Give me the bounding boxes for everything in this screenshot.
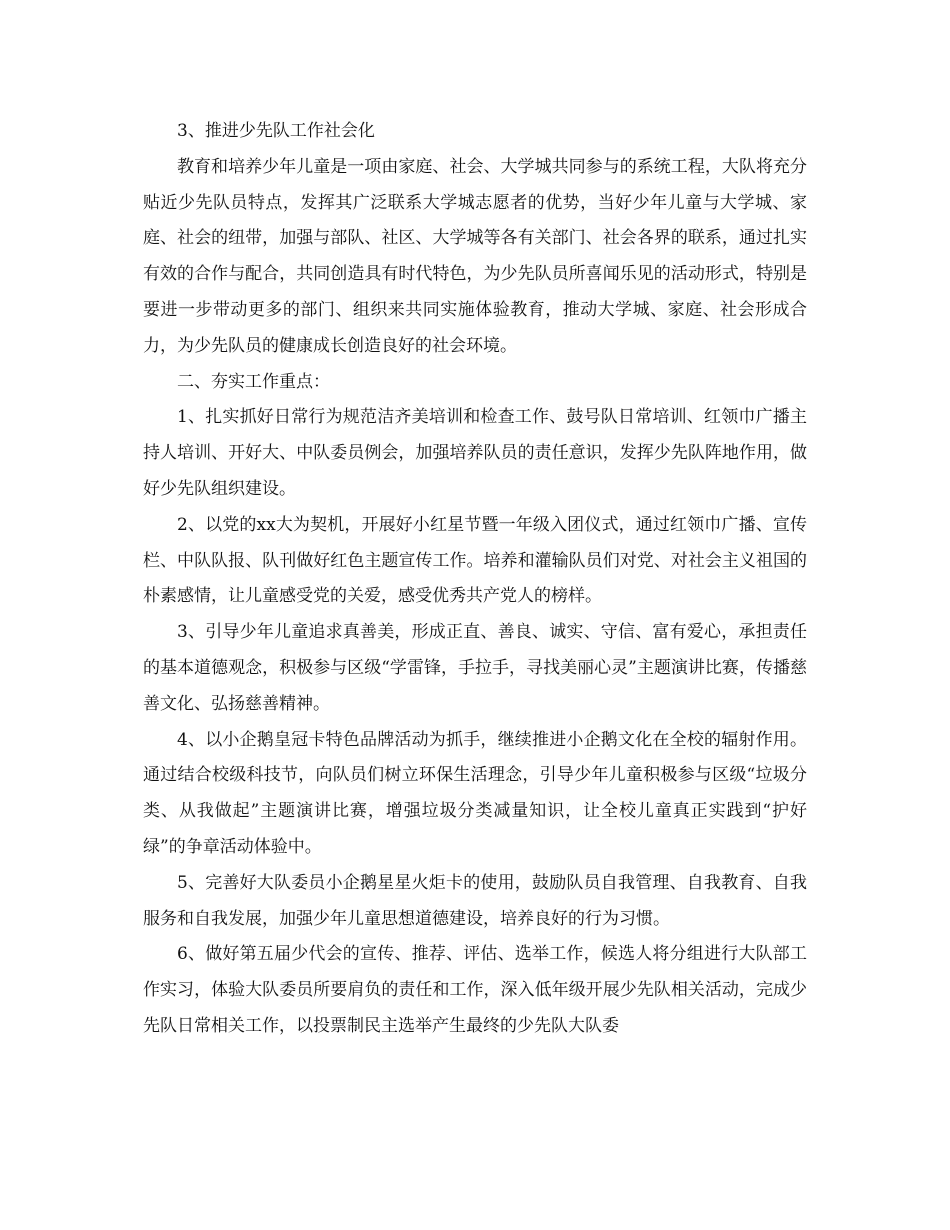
paragraph-socialization-body: 教育和培养少年儿童是一项由家庭、社会、大学城共同参与的系统工程，大队将充分贴近少先队员特点，发挥其广泛联系大学城志愿者的优势，当好少年儿童与大学城、家庭、社会的纽带，加强与部队、社区、大学城等各有关部门、社会各界的联系，通过扎实有效的合作与配合，共同创造具有时代特色，为少先队员所喜闻乐见的活动形式，特别是要进一步带动更多的部门、组织来共同实施体验教育，推动大学城、家庭、社会形成合力，为少先队员的健康成长创造良好的社会环境。 — [143, 156, 807, 356]
paragraph-item-1: 1、扎实抓好日常行为规范洁齐美培训和检查工作、鼓号队日常培训、红领巾广播主持人培训、开好大、中队委员例会，加强培养队员的责任意识，发挥少先队阵地作用，做好少先队组织建设。 — [143, 407, 807, 499]
paragraph-item-5: 5、完善好大队委员小企鹅星星火炬卡的使用，鼓励队员自我管理、自我教育、自我服务和自我发展，加强少年儿童思想道德建设，培养良好的行为习惯。 — [143, 872, 807, 929]
paragraph-item-3: 3、引导少年儿童追求真善美，形成正直、善良、诚实、守信、富有爱心，承担责任的基本道德观念，积极参与区级“学雷锋，手拉手，寻找美丽心灵”主题演讲比赛，传播慈善文化、弘扬慈善精神。 — [143, 622, 807, 714]
document-body — [143, 114, 807, 1045]
paragraph-item-4: 4、以小企鹅皇冠卡特色品牌活动为抓手，继续推进小企鹅文化在全校的辐射作用。通过结合校级科技节，向队员们树立环保生活理念，引导少年儿童积极参与区级“垃圾分类、从我做起”主题演讲比赛，增强垃圾分类减量知识，让全校儿童真正实践到“护好绿”的争章活动体验中。 — [143, 729, 807, 857]
section-heading-key-work: 二、夯实工作重点： — [177, 371, 330, 392]
paragraph-item-2: 2、以党的xx大为契机，开展好小红星节暨一年级入团仪式，通过红领巾广播、宣传栏、中队队报、队刊做好红色主题宣传工作。培养和灌输队员们对党、对社会主义祖国的朴素感情，让儿童感受党的关爱，感受优秀共产党人的榜样。 — [143, 514, 807, 607]
section-heading-socialization: 3、推进少先队工作社会化 — [177, 121, 375, 141]
paragraph-item-6: 6、做好第五届少代会的宣传、推荐、评估、选举工作，候选人将分组进行大队部工作实习，体验大队委员所要肩负的责任和工作，深入低年级开展少先队相关活动，完成少先队日常相关工作，以投票制民主选举产生最终的少先队大队委 — [143, 944, 807, 1036]
